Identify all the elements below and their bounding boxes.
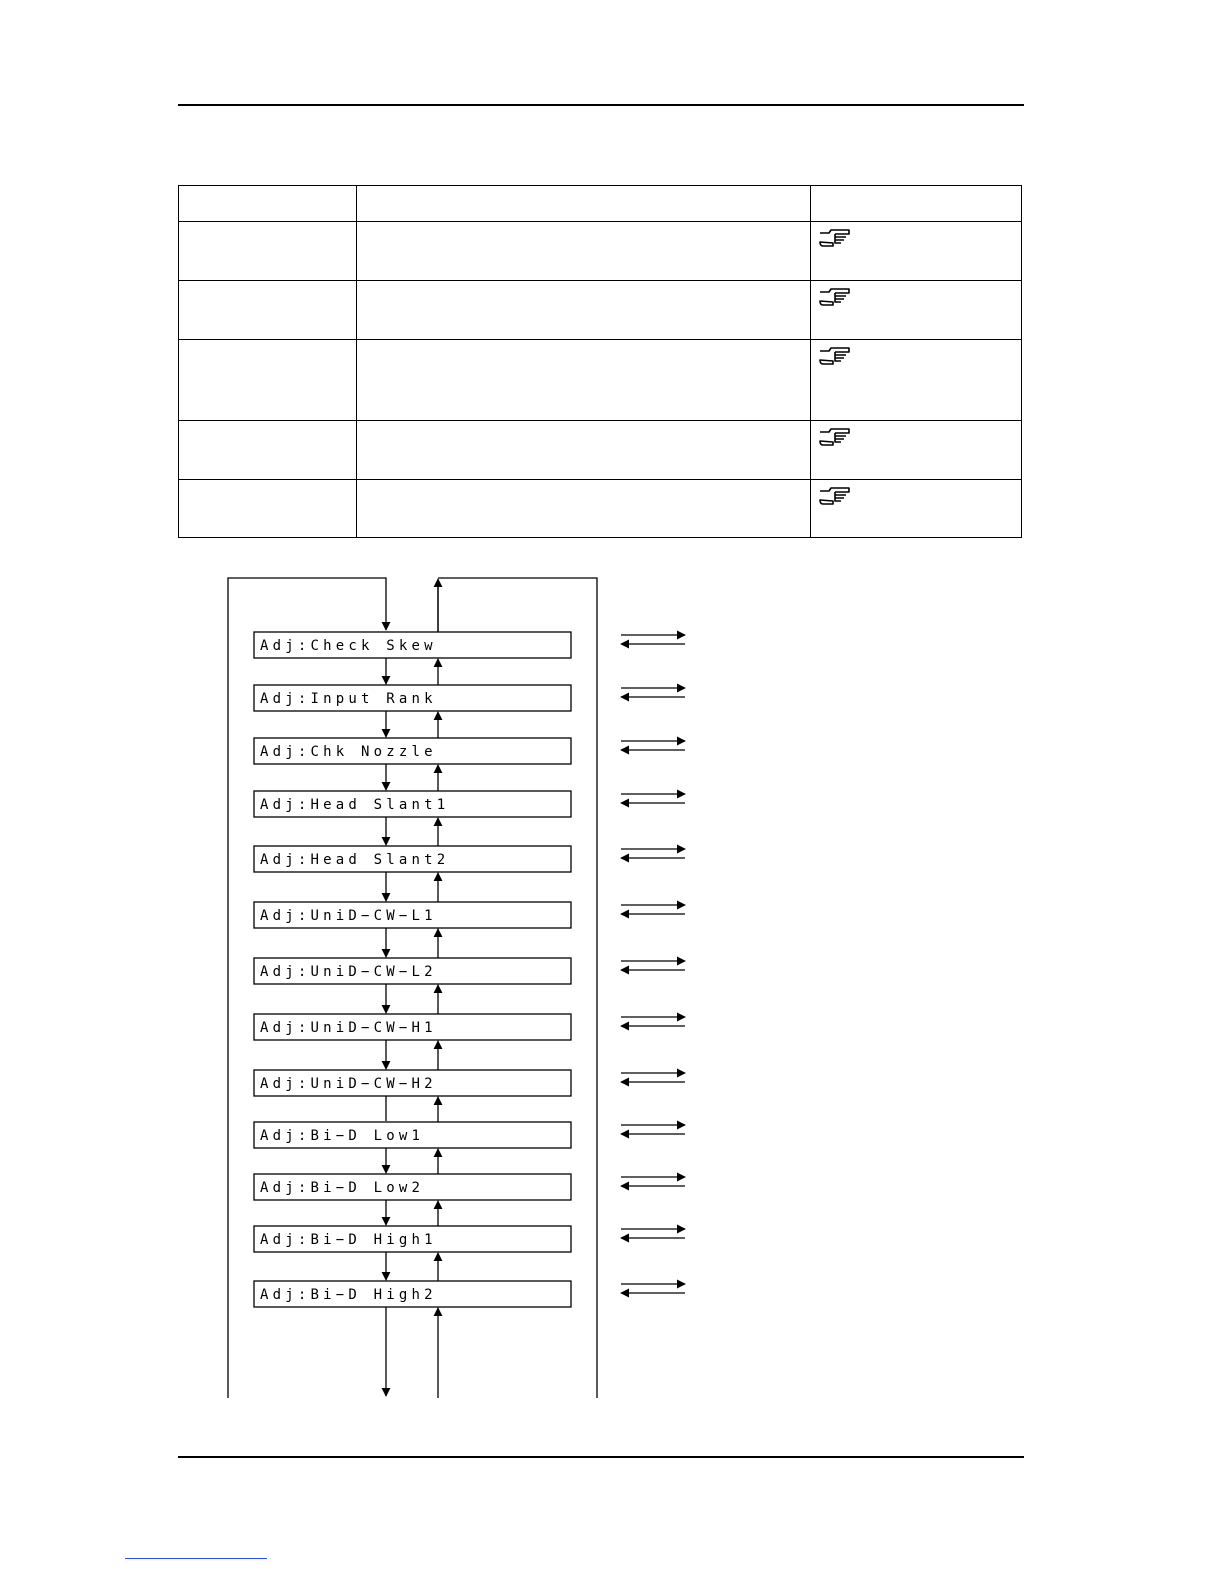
menu-item-label: Adj:Bi−D High1 — [260, 1232, 437, 1248]
menu-item-label: Adj:Bi−D High2 — [260, 1287, 437, 1303]
menu-item[interactable] — [254, 958, 571, 984]
menu-item[interactable] — [254, 791, 571, 817]
pointing-hand-icon — [819, 427, 851, 447]
menu-item[interactable] — [254, 685, 571, 711]
item-cell — [179, 340, 357, 421]
header-rule — [178, 104, 1024, 106]
table-row — [179, 340, 1022, 421]
pointing-hand-icon — [819, 346, 851, 366]
reference-cell[interactable] — [811, 480, 1022, 538]
menu-item-label: Adj:Check Skew — [260, 638, 437, 654]
menu-item[interactable] — [254, 1122, 571, 1148]
menu-item[interactable] — [254, 1070, 571, 1096]
table-header-row — [179, 186, 1022, 222]
reference-cell[interactable] — [811, 340, 1022, 421]
menu-item[interactable] — [254, 1281, 571, 1307]
menu-item-label: Adj:UniD−CW−L2 — [260, 964, 437, 980]
menu-item[interactable] — [254, 1174, 571, 1200]
pointing-hand-icon — [819, 287, 851, 307]
pointing-hand-icon — [819, 228, 851, 248]
menu-item[interactable] — [254, 902, 571, 928]
menu-item-label: Adj:Head Slant2 — [260, 852, 450, 868]
header-cell — [811, 186, 1022, 222]
menu-item-label: Adj:Bi−D Low2 — [260, 1180, 425, 1196]
reference-cell[interactable] — [811, 281, 1022, 340]
header-cell — [179, 186, 357, 222]
description-cell — [357, 222, 811, 281]
item-cell — [179, 480, 357, 538]
table-row — [179, 281, 1022, 340]
description-cell — [357, 480, 811, 538]
adjustment-reference-table — [178, 185, 1022, 538]
reference-cell[interactable] — [811, 421, 1022, 480]
footer-link-underline[interactable] — [125, 1558, 267, 1559]
reference-cell[interactable] — [811, 222, 1022, 281]
item-cell — [179, 222, 357, 281]
adjustment-menu-flow-diagram — [0, 560, 720, 1410]
menu-item[interactable] — [254, 1226, 571, 1252]
description-cell — [357, 421, 811, 480]
menu-item[interactable] — [254, 846, 571, 872]
menu-item-label: Adj:UniD−CW−L1 — [260, 908, 437, 924]
table-row — [179, 222, 1022, 281]
menu-item-label: Adj:Input Rank — [260, 691, 437, 707]
menu-item-label: Adj:Chk Nozzle — [260, 744, 437, 760]
menu-item-label: Adj:UniD−CW−H1 — [260, 1020, 437, 1036]
menu-items-group — [254, 632, 571, 1307]
menu-item-label: Adj:Head Slant1 — [260, 797, 450, 813]
table-row — [179, 421, 1022, 480]
item-cell — [179, 421, 357, 480]
description-cell — [357, 281, 811, 340]
header-cell — [357, 186, 811, 222]
menu-item[interactable] — [254, 738, 571, 764]
menu-item[interactable] — [254, 1014, 571, 1040]
menu-item[interactable] — [254, 632, 571, 658]
item-cell — [179, 281, 357, 340]
table-row — [179, 480, 1022, 538]
pointing-hand-icon — [819, 486, 851, 506]
footer-rule — [178, 1456, 1024, 1458]
description-cell — [357, 340, 811, 421]
menu-item-label: Adj:UniD−CW−H2 — [260, 1076, 437, 1092]
menu-item-label: Adj:Bi−D Low1 — [260, 1128, 425, 1144]
